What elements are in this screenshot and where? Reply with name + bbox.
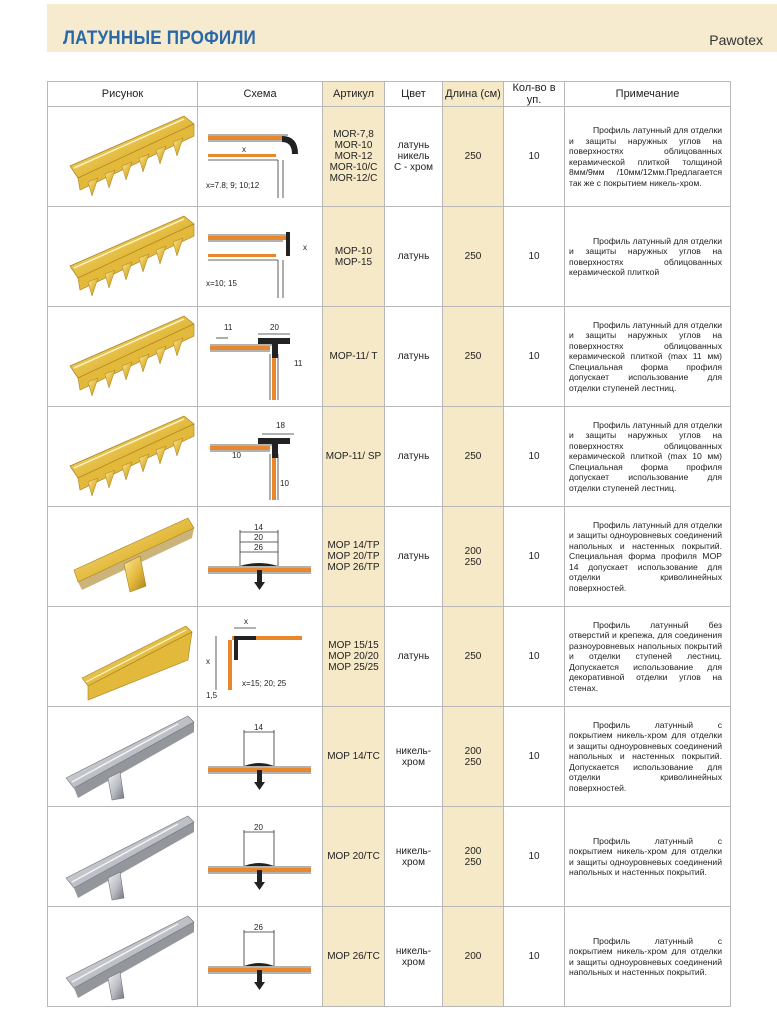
dimension-label: x=10; 15	[206, 279, 237, 288]
length-cell: 200	[443, 907, 504, 1007]
length-cell: 250	[443, 407, 504, 507]
dimension-label: x=15; 20; 25	[242, 679, 287, 688]
brand-name: Pawotex	[709, 32, 763, 48]
dimension-label: 26	[254, 543, 263, 552]
profile-picture	[48, 807, 198, 907]
column-header-article: Артикул	[323, 82, 385, 107]
dimension-label: x=7.8; 9; 10;12	[206, 181, 260, 190]
profile-picture	[48, 307, 198, 407]
color-cell: латунь	[385, 607, 443, 707]
dimension-label: x	[244, 617, 248, 626]
length-cell: 200 250	[443, 807, 504, 907]
article-cell: MOP 26/TC	[323, 907, 385, 1007]
qty-cell: 10	[504, 607, 565, 707]
table-row	[48, 907, 731, 1007]
dimension-label: 14	[254, 523, 263, 532]
cross-section-schema	[198, 507, 323, 607]
qty-cell: 10	[504, 707, 565, 807]
table-row	[48, 707, 731, 807]
cross-section-schema	[198, 207, 323, 307]
note-cell: Профиль латунный для отделки и защиты наружных углов на поверхностях облицованных керамической плиткой толщиной 8мм/9мм /10мм/12мм.Предлагается так же с покрытием никель-хром.	[565, 107, 731, 207]
length-cell: 250	[443, 607, 504, 707]
dimension-label: x	[303, 243, 307, 252]
note-cell: Профиль латунный с покрытием никель-хром для отделки и защиты одноуровневых соединений напольных и настенных покрытий.	[565, 907, 731, 1007]
page-header	[47, 4, 777, 52]
table-row	[48, 607, 731, 707]
profile-picture	[48, 607, 198, 707]
note-cell: Профиль латунный для отделки и защиты одноуровневых соединений напольных и настенных покрытий. Специальная форма профиля MOP 14 допускает использование для отделки криволинейных поверхностей.	[565, 507, 731, 607]
article-cell: MOP 14/TP MOP 20/TP MOP 26/TP	[323, 507, 385, 607]
cross-section-schema	[198, 407, 323, 507]
cross-section-schema	[198, 907, 323, 1007]
article-cell: MOP-11/ SP	[323, 407, 385, 507]
article-cell: MOP 15/15 MOP 20/20 MOP 25/25	[323, 607, 385, 707]
color-cell: латунь никель С - хром	[385, 107, 443, 207]
color-cell: латунь	[385, 407, 443, 507]
article-cell: MOP-11/ T	[323, 307, 385, 407]
note-cell: Профиль латунный с покрытием никель-хром для отделки и защиты одноуровневых соединений напольных и настенных покрытий. Допускается использование для отделки криволинейных поверхностей.	[565, 707, 731, 807]
qty-cell: 10	[504, 407, 565, 507]
color-cell: никель- хром	[385, 707, 443, 807]
table-row	[48, 807, 731, 907]
qty-cell: 10	[504, 207, 565, 307]
profile-picture	[48, 107, 198, 207]
note-cell: Профиль латунный для отделки и защиты наружных углов на поверхностях облицованных керамической плиткой (max 11 мм) Специальная форма профиля допускает использование для отделки ступеней лестниц.	[565, 307, 731, 407]
dimension-label: 10	[280, 479, 289, 488]
qty-cell: 10	[504, 107, 565, 207]
note-cell: Профиль латунный для отделки и защиты наружных углов на поверхностях облицованных керамической плиткой	[565, 207, 731, 307]
dimension-label: 10	[232, 451, 241, 460]
page-title: ЛАТУННЫЕ ПРОФИЛИ	[63, 28, 257, 49]
article-cell: MOR-7,8 MOR-10 MOR-12 MOR-10/C MOR-12/C	[323, 107, 385, 207]
note-cell: Профиль латунный без отверстий и крепежа, для соединения разноуровневых напольных покрытий и отделки ступеней лестниц. Допускается использование для декоративной отделки углов на стенах.	[565, 607, 731, 707]
color-cell: никель- хром	[385, 807, 443, 907]
table-row	[48, 107, 731, 207]
column-header-schema: Схема	[198, 82, 323, 107]
dimension-label: 20	[254, 823, 263, 832]
dimension-label: 20	[254, 533, 263, 542]
column-header-note: Примечание	[565, 82, 731, 107]
dimension-label: x	[242, 145, 246, 154]
table-row	[48, 307, 731, 407]
column-header-picture: Рисунок	[48, 82, 198, 107]
color-cell: латунь	[385, 207, 443, 307]
column-header-qty: Кол-во в уп.	[504, 82, 565, 107]
dimension-label: 14	[254, 723, 263, 732]
dimension-label: 26	[254, 923, 263, 932]
profile-picture	[48, 907, 198, 1007]
length-cell: 250	[443, 307, 504, 407]
length-cell: 200 250	[443, 507, 504, 607]
length-cell: 200 250	[443, 707, 504, 807]
cross-section-schema	[198, 107, 323, 207]
article-cell: MOP 20/TC	[323, 807, 385, 907]
note-cell: Профиль латунный для отделки и защиты наружных углов на поверхностях облицованных керамической плиткой (max 10 мм) Специальная форма профиля допускает использование для отделки ступеней лестниц.	[565, 407, 731, 507]
dimension-label: 11	[294, 359, 303, 368]
length-cell: 250	[443, 107, 504, 207]
profile-picture	[48, 407, 198, 507]
article-cell: MOP-10 MOP-15	[323, 207, 385, 307]
qty-cell: 10	[504, 907, 565, 1007]
products-table	[47, 81, 731, 1007]
profile-picture	[48, 207, 198, 307]
profile-picture	[48, 707, 198, 807]
table-row	[48, 407, 731, 507]
qty-cell: 10	[504, 507, 565, 607]
dimension-label: 18	[276, 421, 285, 430]
qty-cell: 10	[504, 807, 565, 907]
column-header-color: Цвет	[385, 82, 443, 107]
cross-section-schema	[198, 807, 323, 907]
dimension-label: 1,5	[206, 691, 218, 700]
dimension-label: 20	[270, 323, 279, 332]
color-cell: латунь	[385, 507, 443, 607]
column-header-length: Длина (см)	[443, 82, 504, 107]
cross-section-schema	[198, 607, 323, 707]
cross-section-schema	[198, 307, 323, 407]
table-header-row	[48, 82, 731, 107]
note-cell: Профиль латунный с покрытием никель-хром для отделки и защиты одноуровневых соединений напольных и настенных покрытий.	[565, 807, 731, 907]
dimension-label: 11	[224, 323, 233, 332]
table-row	[48, 207, 731, 307]
dimension-label: x	[206, 657, 210, 666]
profile-picture	[48, 507, 198, 607]
qty-cell: 10	[504, 307, 565, 407]
color-cell: латунь	[385, 307, 443, 407]
table-row	[48, 507, 731, 607]
cross-section-schema	[198, 707, 323, 807]
length-cell: 250	[443, 207, 504, 307]
color-cell: никель- хром	[385, 907, 443, 1007]
article-cell: MOP 14/TC	[323, 707, 385, 807]
